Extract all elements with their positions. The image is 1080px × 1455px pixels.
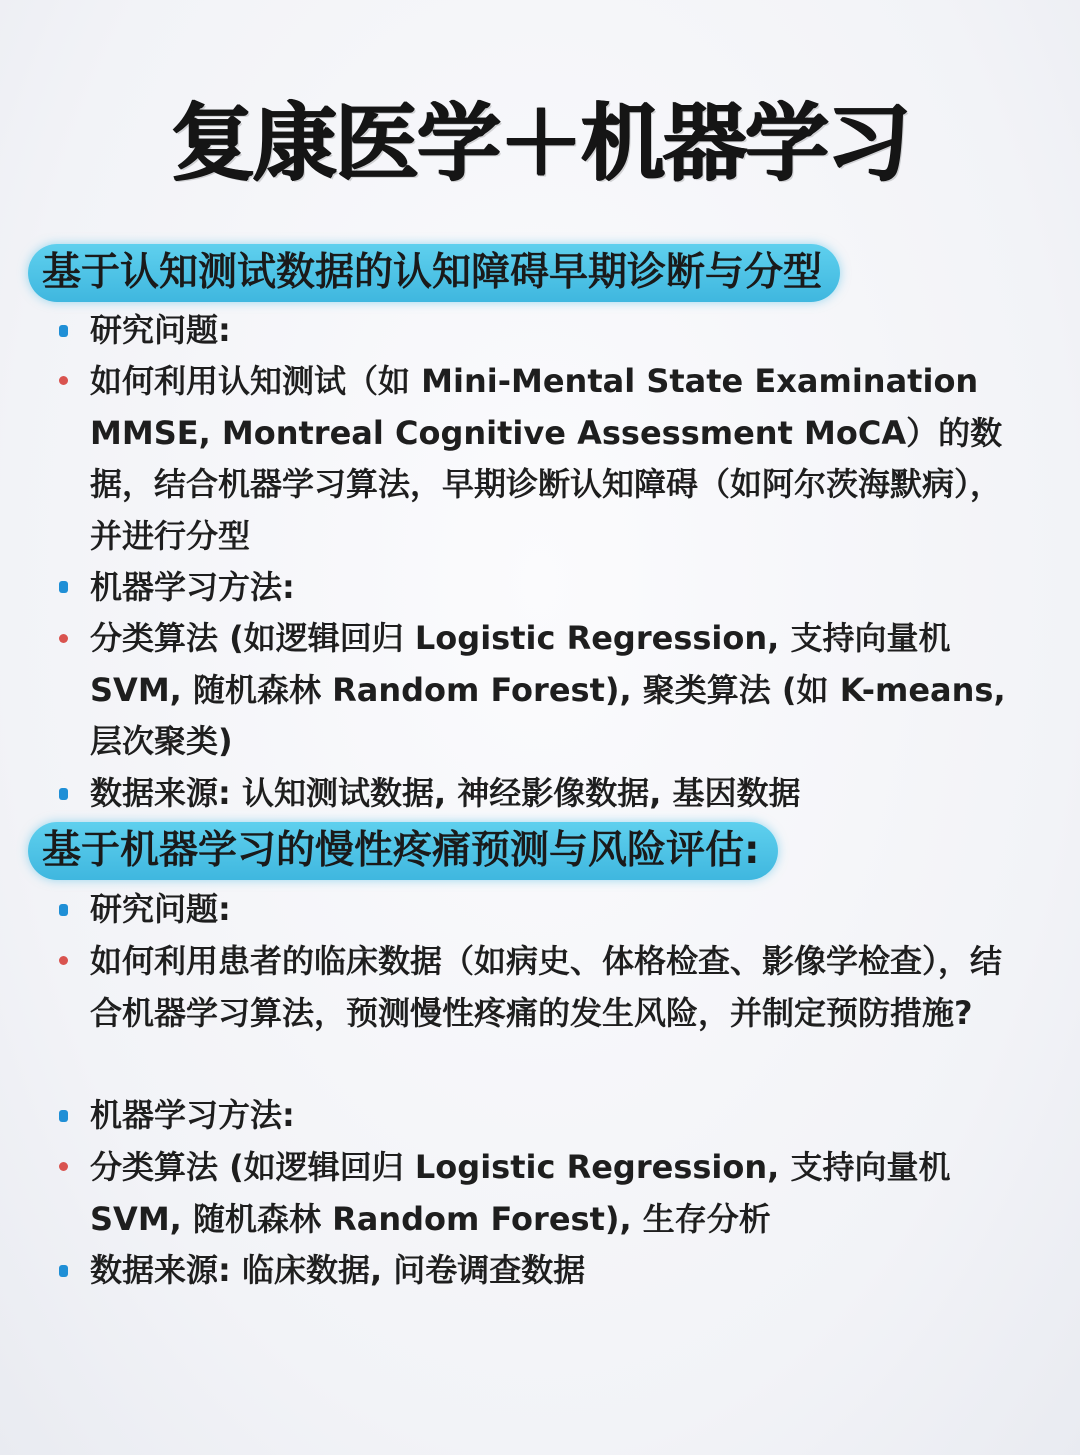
list-item-research-question-text: 如何利用患者的临床数据（如病史、体格检查、影像学检查），结合机器学习算法，预测慢性疼痛的发生风险，并制定预防措施? bbox=[90, 942, 1003, 1032]
list-item-ml-methods: 机器学习方法: bbox=[90, 1096, 295, 1134]
bullet-icon bbox=[59, 581, 68, 593]
bullet-icon bbox=[59, 788, 68, 800]
list-item-ml-methods: 机器学习方法: bbox=[90, 568, 295, 606]
section-heading-cognitive-impairment: 基于认知测试数据的认知障碍早期诊断与分型 bbox=[28, 244, 840, 302]
list-item-data-source: 数据来源: 临床数据, 问卷调查数据 bbox=[90, 1251, 586, 1289]
list-item-data-source: 数据来源: 认知测试数据, 神经影像数据, 基因数据 bbox=[90, 774, 801, 812]
list-item-research-question-text: 如何利用认知测试（如 Mini-Mental State Examination MMSE, Montreal Cognitive Assessment MoCA）的数据，结合机器学习算法，早期诊断认知障碍（如阿尔茨海默病），并进行分型 bbox=[90, 362, 1003, 555]
bullet-icon bbox=[59, 956, 68, 965]
bullet-icon bbox=[59, 325, 68, 337]
bullet-icon bbox=[59, 376, 68, 385]
page-title: 复康医学＋机器学习 bbox=[170, 94, 909, 192]
bullet-icon bbox=[59, 1265, 68, 1277]
bullet-icon bbox=[59, 634, 68, 643]
list-item-ml-methods-text: 分类算法 (如逻辑回归 Logistic Regression, 支持向量机 SVM, 随机森林 Random Forest), 生存分析 bbox=[90, 1148, 951, 1238]
list-item-research-question: 研究问题: bbox=[90, 311, 231, 349]
list-item-research-question: 研究问题: bbox=[90, 890, 231, 928]
list-item-ml-methods-text: 分类算法 (如逻辑回归 Logistic Regression, 支持向量机 SVM, 随机森林 Random Forest), 聚类算法 (如 K-means, 层次聚类) bbox=[90, 619, 1006, 760]
bullet-icon bbox=[59, 1162, 68, 1171]
bullet-icon bbox=[59, 904, 68, 916]
section-heading-chronic-pain: 基于机器学习的慢性疼痛预测与风险评估: bbox=[28, 822, 778, 880]
bullet-icon bbox=[59, 1110, 68, 1122]
